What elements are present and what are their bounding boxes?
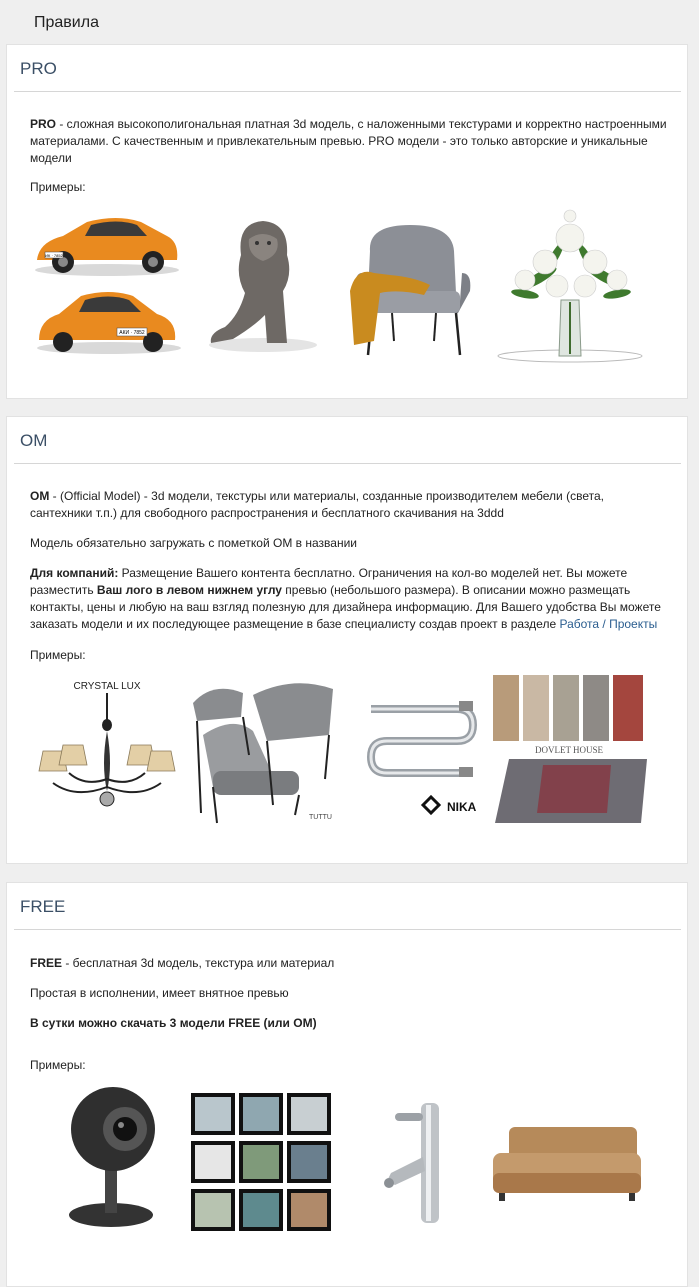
example-leather-sofa — [489, 1119, 645, 1209]
example-rugs — [491, 673, 647, 825]
brand-nika: NIKA — [447, 800, 477, 814]
plate-2: АКИ · 7852 — [119, 330, 145, 336]
om-examples-label: Примеры: — [30, 648, 86, 662]
free-divider — [14, 929, 681, 930]
projects-link[interactable]: Работа / Проекты — [559, 617, 658, 631]
brand-tuttu: TUTTU — [309, 814, 332, 821]
example-bidet-faucet — [371, 1097, 467, 1225]
example-lion-statue — [203, 215, 317, 355]
om-note: Модель обязательно загружать с пометкой ОМ в названии — [30, 536, 357, 550]
pro-desc-text: - сложная высокополигональная платная 3d модель, с наложенными текстурами и корректно настроенными материалами. С качественным и привлекательным превью. PRO модели - это только авторские и уникальные модели — [30, 117, 667, 165]
om-heading: OM — [20, 431, 48, 450]
plate-1: ИК · 7852 — [45, 253, 63, 258]
example-towel-rail — [347, 689, 487, 827]
pro-examples-label: Примеры: — [30, 180, 86, 194]
pro-description — [30, 116, 669, 167]
om-companies-bold: Для компаний: — [30, 566, 119, 580]
om-companies-logo-bold: Ваш лого в левом нижнем углу — [96, 583, 282, 597]
brand-dovlet-house: DOVLET HOUSE — [534, 745, 604, 755]
free-note: Простая в исполнении, имеет внятное превью — [30, 986, 289, 1000]
om-divider — [14, 463, 681, 464]
example-sports-car — [29, 208, 185, 360]
om-description — [30, 488, 669, 522]
example-picture-frames — [191, 1093, 331, 1233]
om-desc-bold: OM — [30, 489, 50, 503]
pro-divider — [14, 91, 681, 92]
example-chandelier — [35, 675, 179, 825]
om-companies-text-1: Размещение Вашего контента бесплатно. Ограничения на кол-во моделей нет. Вы можете разместить — [30, 566, 628, 597]
om-section — [6, 416, 688, 864]
free-desc-text: - бесплатная 3d модель, текстура или материал — [62, 956, 335, 970]
om-desc-text: - (Official Model) - 3d модели, текстуры или материалы, созданные производителем мебели (света, сантехники т.п.) для свободного распространения и бесплатного скачивания на 3ddd — [30, 489, 604, 520]
free-description — [30, 955, 669, 972]
example-armchair — [348, 221, 478, 357]
free-section — [6, 882, 688, 1287]
free-limit: В сутки можно скачать 3 модели FREE (или OM) — [30, 1016, 317, 1030]
example-webcam — [65, 1083, 165, 1231]
free-heading: FREE — [20, 897, 66, 916]
page-title: Правила — [34, 14, 99, 31]
example-lily-vase — [495, 208, 645, 363]
om-companies — [30, 565, 669, 633]
brand-crystal-lux: CRYSTAL LUX — [73, 681, 141, 692]
free-examples-label: Примеры: — [30, 1058, 86, 1072]
pro-heading: PRO — [20, 59, 57, 78]
pro-section — [6, 44, 688, 399]
free-desc-bold: FREE — [30, 956, 63, 970]
pro-desc-bold: PRO — [30, 117, 57, 131]
example-lounge-chairs — [183, 675, 343, 825]
om-companies-text-2: превью (небольшого размера). В описании можно размещать контакты, цены и любую на ваш взгляд полезную для дизайнера информацию. Для Вашего удобства Вы можете заказать модели и их последующее размещение в базе специалисту создав проект в разделе — [30, 583, 661, 631]
